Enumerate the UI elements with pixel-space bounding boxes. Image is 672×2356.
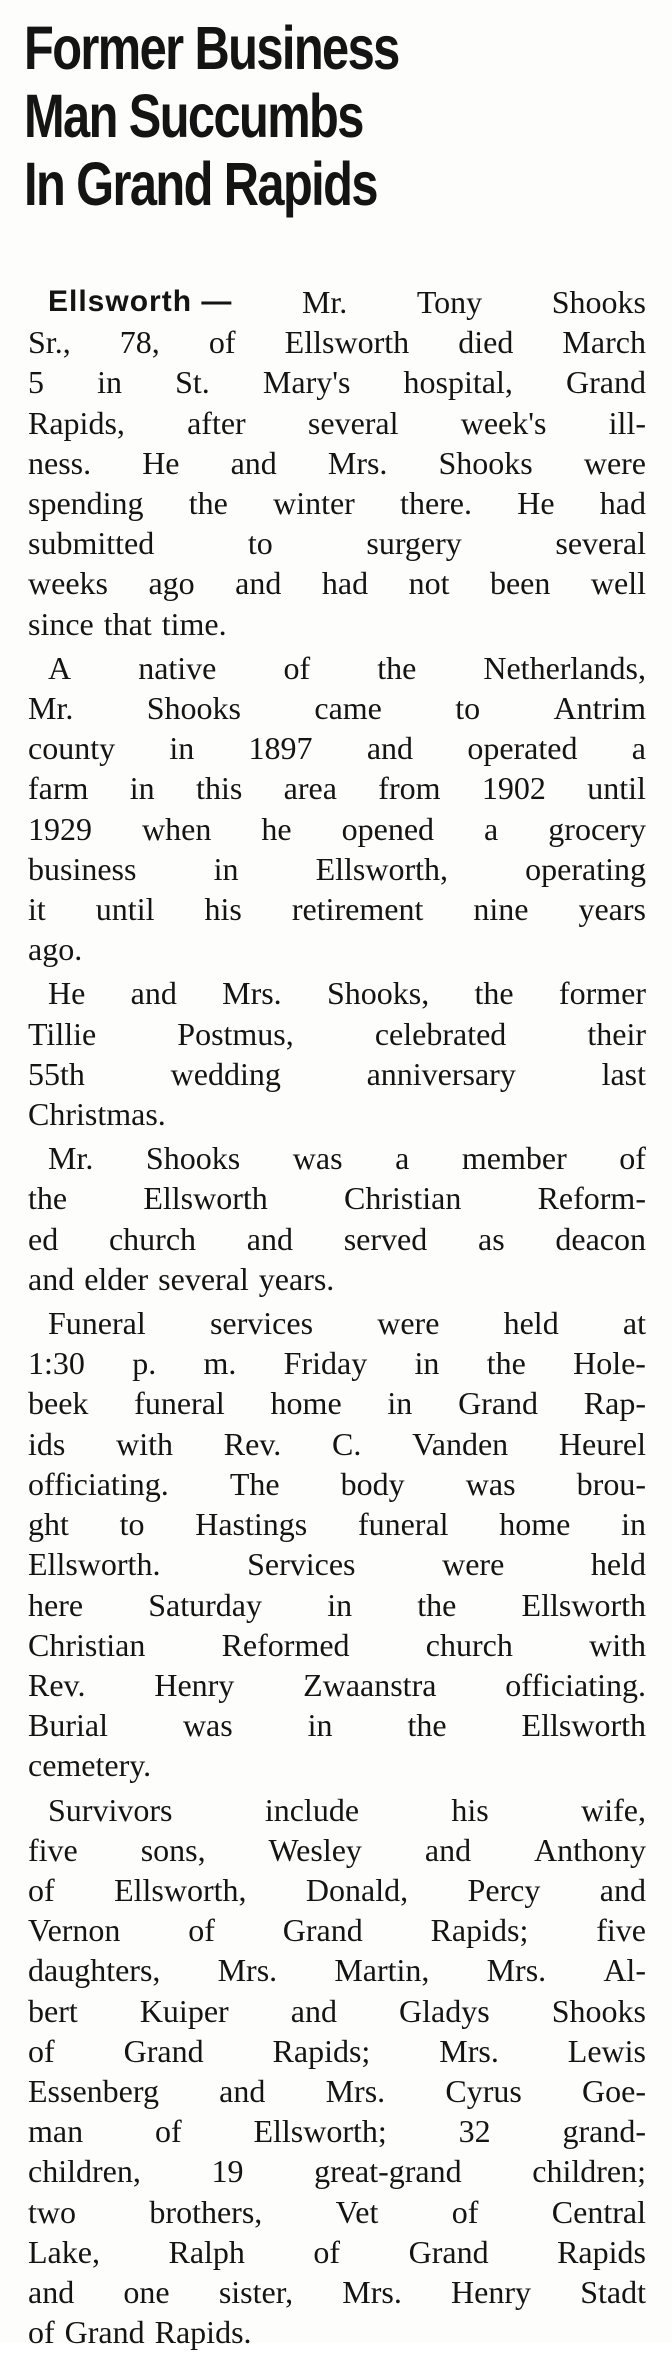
article-line: Lake, Ralph of Grand Rapids (28, 2233, 646, 2270)
article-line: Christian Reformed church with (28, 1626, 646, 1663)
article-line: beek funeral home in Grand Rap- (28, 1385, 646, 1422)
article-paragraph (28, 973, 646, 1134)
article-line: 1:30 p. m. Friday in the Hole- (28, 1345, 646, 1382)
article-line: man of Ellsworth; 32 grand- (28, 2113, 646, 2150)
article-line: Ellsworth — Mr. Tony Shooks (28, 282, 646, 322)
dateline: Ellsworth — (48, 285, 233, 318)
article-paragraph (28, 648, 646, 970)
headline (24, 14, 632, 218)
article-line: spending the winter there. He had (28, 485, 646, 522)
article-line: business in Ellsworth, operating (28, 850, 646, 887)
article-line: Essenberg and Mrs. Cyrus Goe- (28, 2072, 646, 2109)
article-line: cemetery. (28, 1747, 152, 1784)
article-line: Ellsworth. Services were held (28, 1546, 646, 1583)
article-line: it until his retirement nine years (28, 891, 646, 928)
article-line: of Grand Rapids. (28, 2314, 252, 2351)
article-line: ids with Rev. C. Vanden Heurel (28, 1425, 646, 1462)
article-line: Survivors include his wife, (48, 1791, 646, 1828)
article-line: here Saturday in the Ellsworth (28, 1586, 646, 1623)
article-line: five sons, Wesley and Anthony (28, 1831, 646, 1868)
article-line: and elder several years. (28, 1260, 335, 1297)
article-line: ago. (28, 931, 83, 968)
headline-line-2: Man Succumbs (24, 82, 363, 150)
article-line: daughters, Mrs. Martin, Mrs. Al- (28, 1952, 646, 1989)
article-line: A native of the Netherlands, (48, 649, 646, 686)
article-line: Sr., 78, of Ellsworth died March (28, 324, 646, 361)
article-line: ness. He and Mrs. Shooks were (28, 444, 646, 481)
article-line: submitted to surgery several (28, 525, 646, 562)
article-line: farm in this area from 1902 until (28, 770, 646, 807)
article-line: 1929 when he opened a grocery (28, 810, 646, 847)
article-line: the Ellsworth Christian Reform- (28, 1180, 646, 1217)
article-line: Mr. Shooks came to Antrim (28, 690, 646, 727)
article-line: bert Kuiper and Gladys Shooks (28, 1992, 646, 2029)
article-line: 5 in St. Mary's hospital, Grand (28, 364, 646, 401)
article-line: of Grand Rapids; Mrs. Lewis (28, 2032, 646, 2069)
article-body (28, 282, 646, 2356)
article-paragraph (28, 282, 646, 644)
article-line: weeks ago and had not been well (28, 565, 646, 602)
article-line: Funeral services were held at (48, 1305, 646, 1342)
headline-line-1: Former Business (24, 14, 399, 82)
article-line: Tillie Postmus, celebrated their (28, 1015, 646, 1052)
article-line: ed church and served as deacon (28, 1220, 646, 1257)
article-line: Rev. Henry Zwaanstra officiating. (28, 1666, 646, 1703)
article-line: Vernon of Grand Rapids; five (28, 1912, 646, 1949)
article-paragraph (28, 1790, 646, 2353)
article-paragraph (28, 1303, 646, 1785)
article-line: Mr. Shooks was a member of (48, 1140, 646, 1177)
article-paragraph (28, 1138, 646, 1299)
article-line: Burial was in the Ellsworth (28, 1707, 646, 1744)
article-line: 55th wedding anniversary last (28, 1055, 646, 1092)
article-line: He and Mrs. Shooks, the former (48, 975, 646, 1012)
article-line: officiating. The body was brou- (28, 1465, 646, 1502)
article-line: and one sister, Mrs. Henry Stadt (28, 2273, 646, 2310)
headline-line-3: In Grand Rapids (24, 150, 377, 218)
article-line: children, 19 great-grand children; (28, 2153, 646, 2190)
article-line: of Ellsworth, Donald, Percy and (28, 1871, 646, 1908)
article-line: Christmas. (28, 1096, 166, 1133)
article-line: Rapids, after several week's ill- (28, 404, 646, 441)
article-line: ght to Hastings funeral home in (28, 1506, 646, 1543)
article-line: county in 1897 and operated a (28, 730, 646, 767)
article-line: two brothers, Vet of Central (28, 2193, 646, 2230)
article-line: since that time. (28, 605, 227, 642)
